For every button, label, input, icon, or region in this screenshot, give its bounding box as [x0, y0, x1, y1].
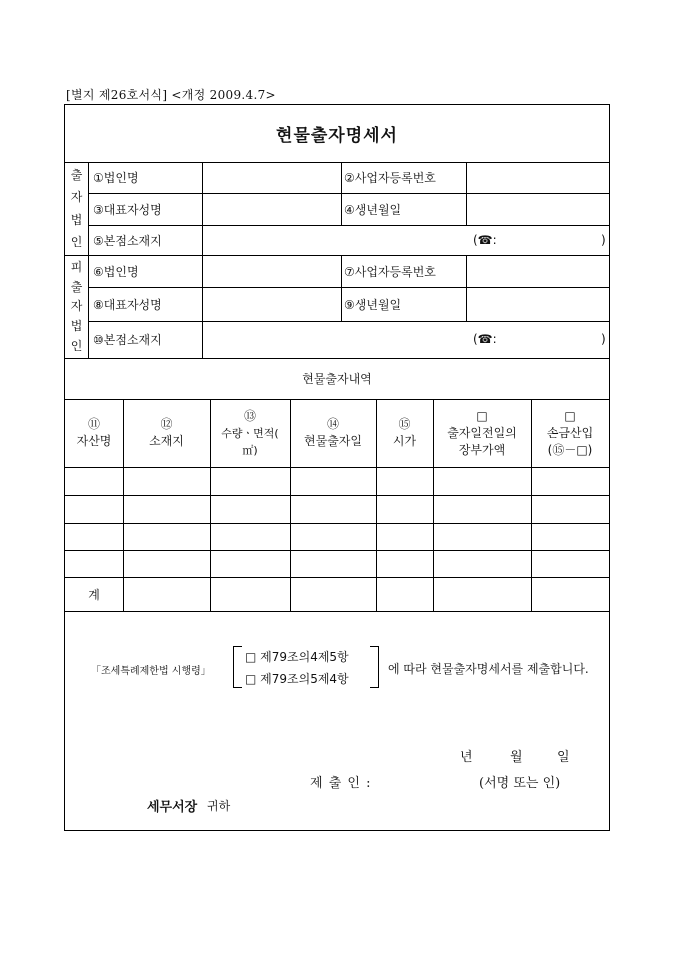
table-row[interactable]	[65, 495, 609, 523]
investee-corp-name-label: ⑥법인명	[93, 264, 139, 279]
bracket-left	[233, 646, 242, 688]
form-frame	[64, 104, 610, 831]
investor-corp-name-label: ①법인명	[93, 171, 139, 185]
total-label: 계	[88, 587, 100, 602]
investee-corp-name-field[interactable]	[205, 255, 341, 287]
law-reference: 「조세특례제한법 시행령」	[91, 665, 211, 677]
bracket-right	[370, 646, 379, 688]
investor-birth-field[interactable]	[469, 193, 609, 225]
declaration-text: 에 따라 현물출자명세서를 제출합니다.	[388, 661, 589, 676]
addressee-suffix: 귀하	[207, 798, 231, 813]
date-day: 일	[557, 749, 570, 765]
investee-biz-reg-label: ⑦사업자등록번호	[344, 264, 436, 279]
details-heading: 현물출자내역	[302, 372, 372, 386]
col-quantity-area: ⑬ 수량ㆍ면적( ㎡)	[221, 408, 279, 457]
col-location: ⑫ 소재지	[149, 417, 184, 448]
investor-biz-reg-label: ②사업자등록번호	[344, 171, 436, 185]
investee-phone: (☎:	[473, 332, 497, 346]
investor-phone-close: )	[601, 233, 606, 247]
date-month: 월	[510, 749, 523, 765]
investor-rep-name-field[interactable]	[205, 193, 341, 225]
investor-rep-name-label: ③대표자성명	[93, 202, 162, 217]
col-contribution-date: ⑭ 현물출자일	[304, 417, 362, 448]
investee-phone-close: )	[601, 332, 606, 346]
investor-biz-reg-field[interactable]	[469, 162, 609, 193]
investor-corp-name-field[interactable]	[205, 162, 341, 193]
investee-birth-field[interactable]	[469, 287, 609, 321]
submitter-field[interactable]	[383, 771, 475, 791]
investor-address-label: ⑤본점소재지	[93, 233, 162, 248]
table-row[interactable]	[65, 550, 609, 577]
investee-address-label: ⑩본점소재지	[93, 333, 162, 347]
signature-note: (서명 또는 인)	[479, 775, 561, 791]
col-asset-name: ⑪ 자산명	[76, 417, 112, 448]
investor-address-field[interactable]	[205, 225, 609, 255]
col-market-value: ⑮ 시가	[392, 417, 417, 448]
submitter-label: 제 출 인 :	[310, 775, 372, 791]
investor-phone: (☎:	[473, 233, 497, 247]
col-book-value: □ 출자일전일의 장부가액	[447, 408, 517, 457]
investee-side-label: 피 출 자 법 인	[65, 255, 89, 358]
form-title: 현물출자명세서	[65, 105, 609, 163]
investor-birth-label: ④생년월일	[344, 202, 402, 217]
investee-address-field[interactable]	[205, 321, 609, 358]
table-row[interactable]	[65, 523, 609, 550]
date-year: 년	[460, 749, 473, 765]
investor-side-label: 출 자 법 인	[65, 162, 89, 255]
investee-rep-name-label: ⑧대표자성명	[93, 297, 162, 312]
form-header: [별지 제26호서식] <개정 2009.4.7>	[66, 88, 276, 102]
investee-birth-label: ⑨생년월일	[344, 297, 402, 312]
table-row[interactable]	[65, 467, 609, 495]
option-79-5-4[interactable]: □ 제79조의5제4항	[245, 671, 349, 686]
investee-biz-reg-field[interactable]	[469, 255, 609, 287]
option-79-4-5[interactable]: □ 제79조의4제5항	[245, 649, 349, 664]
tax-office-label: 세무서장	[147, 799, 198, 815]
investee-rep-name-field[interactable]	[205, 287, 341, 321]
col-deductible: □ 손금산입 (⑮－□)	[546, 408, 594, 457]
